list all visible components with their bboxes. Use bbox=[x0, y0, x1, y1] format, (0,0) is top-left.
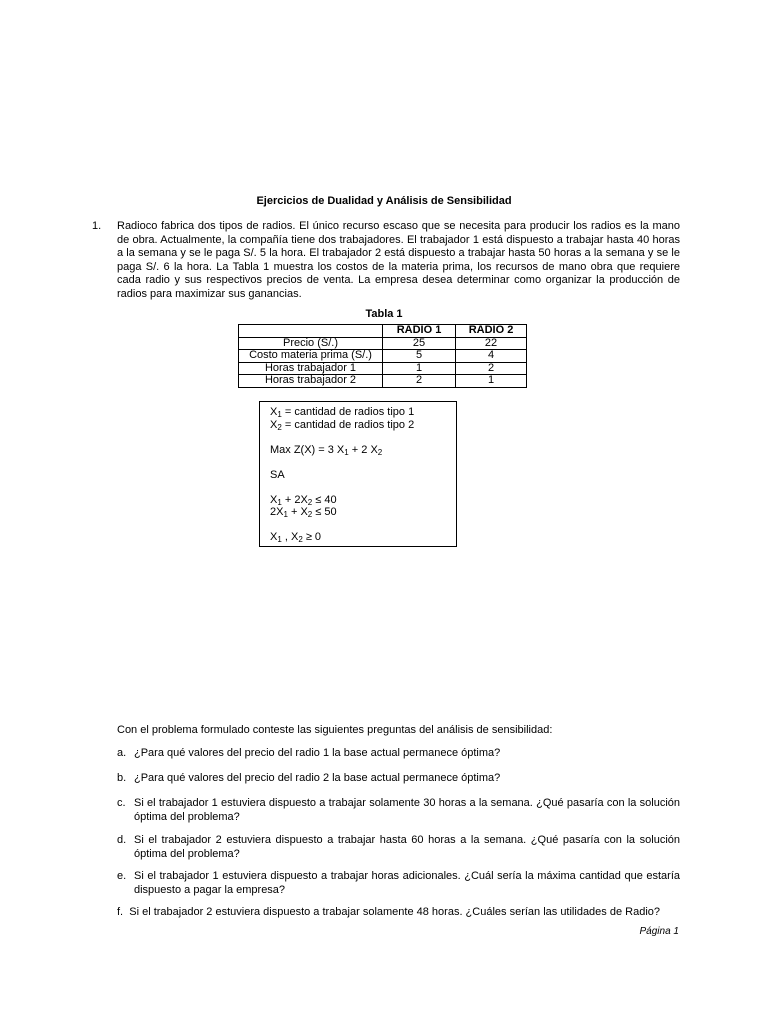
question-item bbox=[117, 834, 680, 861]
model-formulation-box bbox=[259, 401, 457, 547]
table-header-row bbox=[239, 325, 527, 338]
table-caption: Tabla 1 bbox=[365, 308, 403, 320]
non-negativity-constraint: $X_1$ , $X_2 \ge 0$ bbox=[270, 531, 322, 544]
question-label: b. bbox=[117, 772, 127, 784]
variable-definition-1 bbox=[270, 406, 456, 419]
subscript: 2 bbox=[377, 447, 383, 457]
table-cell: Precio (S/.) bbox=[239, 337, 383, 350]
constraint-2: $2X_1 + X_2 \le 50$ bbox=[270, 506, 337, 519]
table-cell: Horas trabajador 2 bbox=[239, 375, 383, 388]
table-header-cell: RADIO 1 bbox=[383, 325, 456, 338]
data-table bbox=[238, 324, 527, 388]
question-item bbox=[117, 747, 680, 761]
variable-description: = cantidad de radios tipo 1 bbox=[281, 406, 415, 418]
question-text: Si el trabajador 1 estuviera dispuesto a trabajar solamente 30 horas a la semana. ¿Qué pasaría con la solución óptima del problema? bbox=[134, 797, 680, 823]
subscript: 1 bbox=[344, 447, 349, 457]
table-cell: Costo materia prima (S/.) bbox=[239, 350, 383, 363]
table-row bbox=[239, 362, 527, 375]
question-label: f. bbox=[117, 906, 124, 918]
question-text: ¿Para qué valores del precio del radio 2 la base actual permanece óptima? bbox=[134, 772, 501, 784]
table-cell: 1 bbox=[456, 375, 527, 388]
table-header-cell bbox=[239, 325, 383, 338]
question-text: Si el trabajador 2 estuviera dispuesto a trabajar hasta 60 horas a la semana. ¿Qué pasaría con la solución óptima del problema? bbox=[134, 834, 680, 860]
question-label: a. bbox=[117, 747, 127, 759]
question-text: Si el trabajador 2 estuviera dispuesto a trabajar solamente 48 horas. ¿Cuáles serían las utilidades de Radio? bbox=[129, 906, 660, 918]
question-item bbox=[117, 797, 680, 824]
variable-symbol: X bbox=[270, 418, 278, 431]
table-row bbox=[239, 375, 527, 388]
table-cell: Horas trabajador 1 bbox=[239, 362, 383, 375]
subject-to-label: SA bbox=[270, 468, 285, 481]
question-label: c. bbox=[117, 797, 126, 809]
questions-intro: Con el problema formulado conteste las siguientes preguntas del análisis de sensibilidad: bbox=[117, 724, 553, 736]
document-title: Ejercicios de Dualidad y Análisis de Sensibilidad bbox=[256, 195, 512, 207]
subscript: 1 bbox=[277, 410, 282, 419]
question-label: e. bbox=[117, 870, 127, 882]
table-header-cell: RADIO 2 bbox=[456, 325, 527, 338]
table-cell: 1 bbox=[383, 362, 456, 375]
subscript: 2 bbox=[277, 422, 282, 432]
table-row bbox=[239, 337, 527, 350]
table-cell: 2 bbox=[383, 375, 456, 388]
table-cell: 4 bbox=[456, 350, 527, 363]
objective-text: Max Z(X) = 3 X bbox=[270, 443, 345, 456]
constraint-1: $X_1 + 2X_2 \le 40$ bbox=[270, 493, 337, 507]
table-row bbox=[239, 350, 527, 363]
variable-symbol: X bbox=[270, 406, 278, 418]
question-label: d. bbox=[117, 834, 127, 846]
question-item bbox=[117, 870, 680, 897]
table-cell: 25 bbox=[383, 337, 456, 350]
question-text: ¿Para qué valores del precio del radio 1 la base actual permanece óptima? bbox=[134, 747, 501, 759]
problem-number: 1. bbox=[92, 220, 102, 232]
variable-definition-2 bbox=[270, 419, 456, 432]
problem-statement: Radioco fabrica dos tipos de radios. El único recurso escaso que se necesita para producir los radios es la mano de obra. Actualmente, la compañía tiene dos trabajadores. El trabajador 1 está dispuesto a trabajar hasta 40 horas a la semana y se le paga S/. 5 la hora. El trabajador 2 está dispuesto a trabajar hasta 50 horas a la semana y se le paga S/. 6 la hora. La Tabla 1 muestra los costos de la materia prima, los recursos de mano obra que requiere cada radio y sus respectivos precios de venta. La empresa desea determinar como organizar la producción de radios para maximizar sus ganancias. bbox=[117, 220, 680, 300]
question-item bbox=[117, 772, 680, 786]
table-cell: 2 bbox=[456, 362, 527, 375]
question-item bbox=[117, 906, 680, 918]
variable-description: = cantidad de radios tipo 2 bbox=[281, 418, 415, 431]
table-cell: 5 bbox=[383, 350, 456, 363]
question-text: Si el trabajador 1 estuviera dispuesto a trabajar horas adicionales. ¿Cuál sería la máxima cantidad que estaría dispuesto a pagar la empresa? bbox=[134, 870, 680, 896]
page-number: Página 1 bbox=[639, 926, 679, 937]
table-cell: 22 bbox=[456, 337, 527, 350]
objective-function: Max Z(X) = 3 $X_1 + 2$ $X_2$ bbox=[270, 443, 383, 457]
